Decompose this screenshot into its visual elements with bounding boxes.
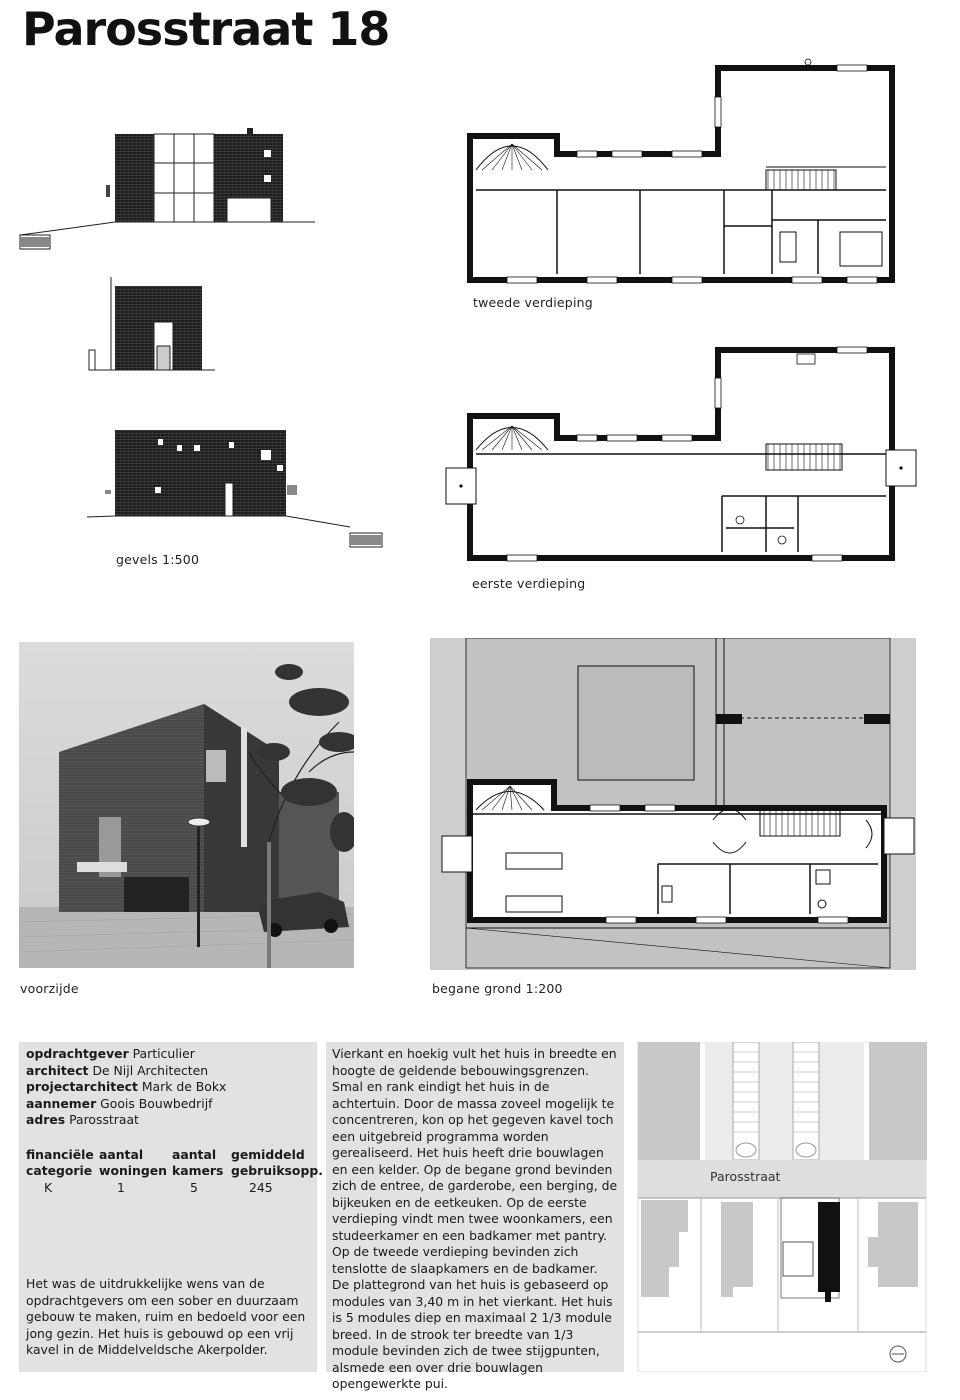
elevation-drawings (15, 125, 415, 555)
stats-header: aantal kamers (172, 1146, 224, 1178)
front-photo (19, 642, 354, 968)
front-elevation (20, 128, 315, 249)
project-info-box (19, 1042, 323, 1372)
first-floor-plan (442, 330, 922, 570)
contractor-row: aannemer Goois Bouwbedrijf (26, 1095, 213, 1111)
site-plan (633, 1042, 931, 1372)
second-floor-plan (462, 52, 902, 287)
stats-header: aantal woningen (99, 1146, 167, 1178)
address-row: adres Parosstraat (26, 1112, 139, 1127)
stats-value: 1 (117, 1179, 125, 1195)
stats-value: 245 (249, 1179, 273, 1195)
caption-front: voorzijde (20, 981, 79, 996)
side-elevation (89, 277, 215, 370)
rear-elevation (87, 430, 382, 547)
stats-value: 5 (190, 1179, 198, 1195)
wish-text: Het was de uitdrukkelijke wens van de opdrachtgevers om een sober en duurzaam gebouw te maken, ruim en bedoeld voor een jong gezin. Het huis is gebouwd op een vrij kavel in de Middelveldsche Akerpolder. (26, 1276, 306, 1357)
page-title: Parosstraat 18 (22, 2, 390, 56)
description-box (326, 1042, 624, 1391)
caption-elevations: gevels 1:500 (116, 552, 200, 567)
caption-first-floor: eerste verdieping (472, 576, 586, 591)
stats-header: gemiddeld gebruiksopp. (231, 1146, 323, 1178)
caption-second-floor: tweede verdieping (473, 295, 593, 310)
project-architect-row: projectarchitect Mark de Bokx (26, 1079, 227, 1094)
architect-row: architect De Nijl Architecten (26, 1062, 209, 1078)
caption-ground-floor: begane grond 1:200 (432, 981, 563, 996)
client-row: opdrachtgever Particulier (26, 1046, 195, 1061)
stats-table (26, 1146, 323, 1197)
street-label: Parosstraat (710, 1169, 781, 1184)
stats-header: financiële categorie (26, 1146, 94, 1178)
ground-floor-plan (430, 638, 916, 970)
stats-value: K (44, 1179, 53, 1195)
description-text: Vierkant en hoekig vult het huis in breedte en hoogte de geldende bebouwingsgrenzen. Smal en rank eindigt het huis in de achtertuin. Door de massa zoveel mogelijk te concentreren, kon op het gegeven kavel toch een uitgebreid programma worden gerealiseerd. Het huis heeft drie bouwlagen en een kelder. Op de begane grond bevinden zich de entree, de garderobe, een berging, de bijkeuken en de eetkeuken. Op de eerste verdieping vindt men twee woonkamers, een studeerkamer en een badkamer met pantry. Op de tweede verdieping bevinden zich tenslotte de slaapkamers en de badkamer. De plattegrond van het huis is gebaseerd op modules van 3,40 m in het vierkant. Het huis is 5 modules diep en maximaal 2 1/3 module breed. In de strook ter breedte van 1/3 module bevinden zich de twee stijgpunten, alsmede een over drie bouwlagen opengewerkte pui. (332, 1046, 618, 1391)
